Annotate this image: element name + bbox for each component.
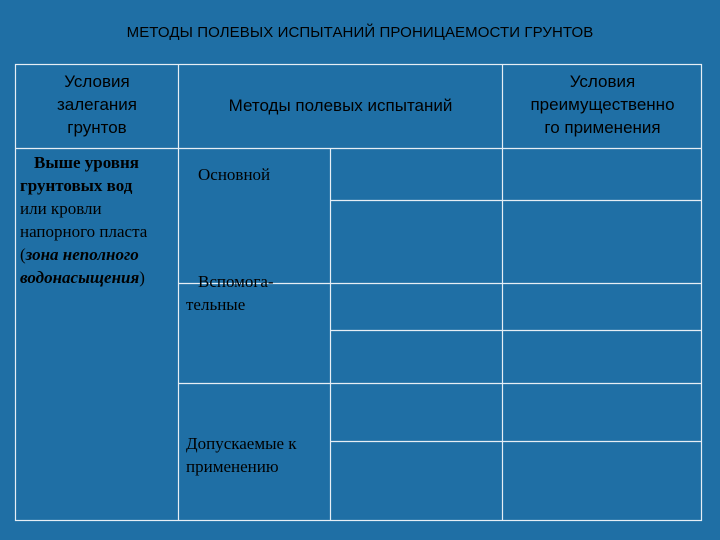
condition-line1: Выше уровня <box>34 153 139 172</box>
condition-line4: напорного пласта <box>20 222 148 241</box>
page-title: МЕТОДЫ ПОЛЕВЫХ ИСПЫТАНИЙ ПРОНИЦАЕМОСТИ ГРУНТОВ <box>126 24 594 41</box>
header-col3-line2: преимущественно <box>530 95 675 114</box>
method-auxiliary <box>186 270 274 316</box>
condition-line2: грунтовых вод <box>20 176 133 195</box>
condition-paren-close: ) <box>139 268 145 287</box>
condition-saturation-text: водонасыщения <box>20 268 140 287</box>
condition-zone-text: зона неполного <box>25 245 139 264</box>
header-col1-line2: залегания <box>57 95 137 114</box>
header-soil-conditions <box>16 70 178 139</box>
condition-line5 <box>20 243 178 266</box>
condition-paren-open: ( <box>20 245 26 264</box>
header-field-methods: Методы полевых испытаний <box>228 96 453 115</box>
condition-cell <box>20 151 178 289</box>
method-allowed <box>186 432 297 478</box>
method-aux-line2: тельные <box>186 295 246 314</box>
header-application-conditions <box>503 70 702 139</box>
header-col1-line3: грунтов <box>67 118 127 137</box>
header-col3-line3: го применения <box>544 118 661 137</box>
header-col1-line1: Условия <box>64 72 130 91</box>
method-allowed-line2: применению <box>186 457 279 476</box>
condition-line3: или кровли <box>20 199 102 218</box>
method-aux-line1: Вспомога- <box>198 272 274 291</box>
header-col3-line1: Условия <box>569 72 636 91</box>
method-main: Основной <box>198 165 271 184</box>
condition-line6 <box>20 266 178 289</box>
method-allowed-line1: Допускаемые к <box>186 434 297 453</box>
